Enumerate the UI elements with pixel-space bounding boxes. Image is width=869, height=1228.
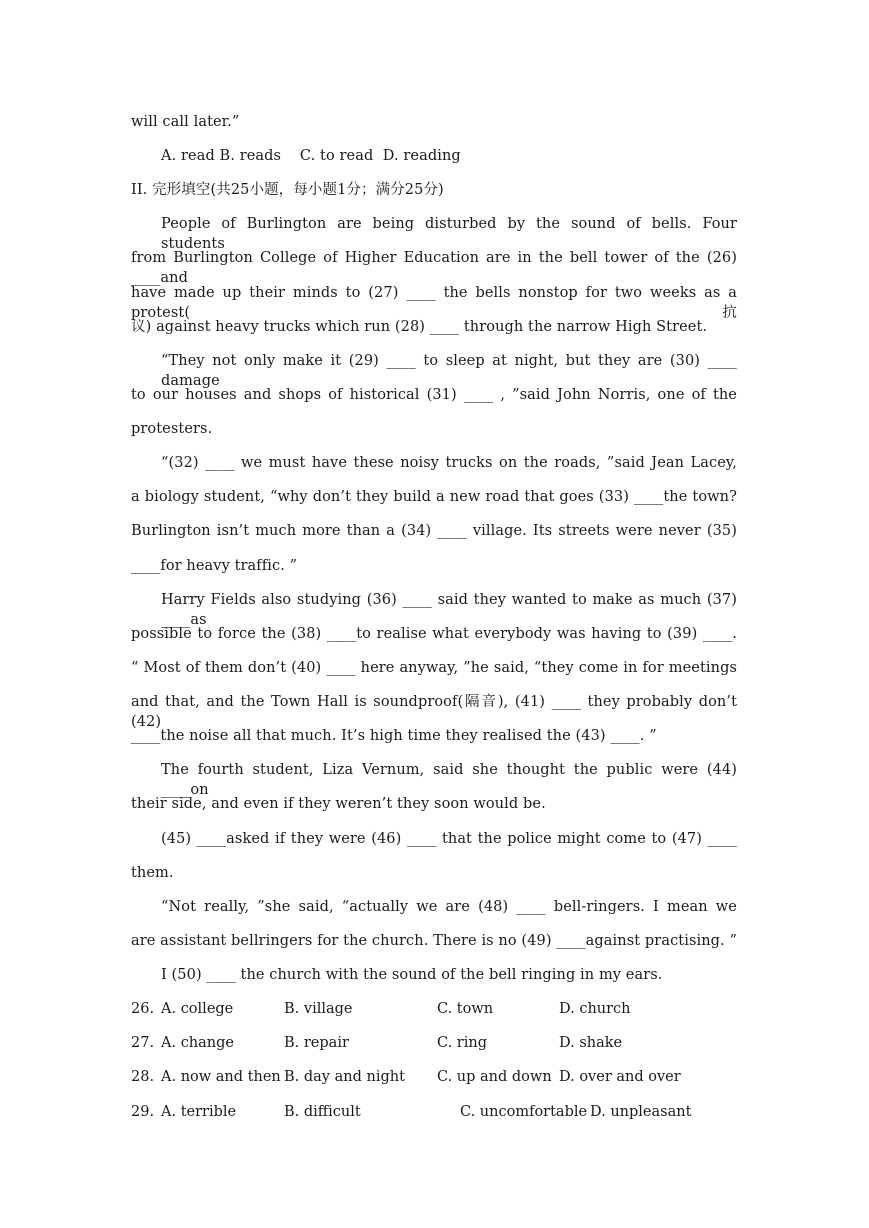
passage-line: have made up their minds to (27) ____ the bells nonstop for two weeks as a protest(抗 — [131, 285, 737, 321]
option-d: D. over and over — [559, 1069, 681, 1085]
passage-line: possible to force the (38) ____to realise what everybody was having to (39) ____. — [131, 626, 737, 642]
passage-line: and that, and the Town Hall is soundproof(隔音), (41) ____ they probably don’t (42) — [131, 694, 737, 730]
passage-line: a biology student, “why don’t they build a new road that goes (33) ____the town? — [131, 489, 737, 505]
passage-line: People of Burlington are being disturbed by the sound of bells. Four students — [161, 216, 737, 252]
passage-line: ____for heavy traffic. ” — [131, 558, 298, 574]
passage-line: ____the noise all that much. It’s high time they realised the (43) ____. ” — [131, 728, 657, 744]
question-number: 27. — [131, 1035, 155, 1051]
option-c: C. uncomfortable — [460, 1104, 588, 1120]
q25-options: A. read B. reads C. to read D. reading — [161, 148, 461, 164]
option-b: B. village — [284, 1001, 353, 1017]
question-number: 28. — [131, 1069, 155, 1085]
passage-line: from Burlington College of Higher Education are in the bell tower of the (26) ____and — [131, 250, 737, 286]
passage-line: “(32) ____ we must have these noisy trucks on the roads, ”said Jean Lacey, — [161, 455, 737, 471]
section-title: II. 完形填空(共25小题，每小题1分；满分25分) — [131, 182, 444, 198]
option-a: A. now and then — [161, 1069, 281, 1085]
option-a: A. terrible — [161, 1104, 237, 1120]
option-c: C. up and down — [437, 1069, 552, 1085]
passage-line: to our houses and shops of historical (31) ____ , ”said John Norris, one of the — [131, 387, 737, 403]
passage-line: their side, and even if they weren’t they soon would be. — [131, 796, 546, 812]
passage-line: protesters. — [131, 421, 213, 437]
passage-line: The fourth student, Liza Vernum, said she thought the public were (44) ____on — [161, 762, 737, 798]
passage-line: “They not only make it (29) ____ to sleep at night, but they are (30) ____ damage — [161, 353, 737, 389]
prev-question-tail: will call later.” — [131, 114, 240, 130]
passage-line: are assistant bellringers for the church. There is no (49) ____against practising. ” — [131, 933, 737, 949]
question-number: 29. — [131, 1104, 155, 1120]
option-a: A. change — [161, 1035, 234, 1051]
passage-line: Harry Fields also studying (36) ____ said they wanted to make as much (37) ____as — [161, 592, 737, 628]
option-d: D. shake — [559, 1035, 623, 1051]
option-b: B. day and night — [284, 1069, 405, 1085]
passage-line: them. — [131, 865, 174, 881]
passage-line: Burlington isn’t much more than a (34) ____ village. Its streets were never (35) — [131, 523, 737, 539]
option-d: D. unpleasant — [590, 1104, 692, 1120]
passage-line: (45) ____asked if they were (46) ____ that the police might come to (47) ____ — [161, 831, 737, 847]
passage-line: 议) against heavy trucks which run (28) ____ through the narrow High Street. — [131, 319, 708, 335]
passage-line: “Not really, ”she said, “actually we are (48) ____ bell-ringers. I mean we — [161, 899, 737, 915]
option-c: C. town — [437, 1001, 494, 1017]
option-a: A. college — [161, 1001, 234, 1017]
question-number: 26. — [131, 1001, 155, 1017]
option-c: C. ring — [437, 1035, 487, 1051]
passage-line: I (50) ____ the church with the sound of the bell ringing in my ears. — [161, 967, 663, 983]
option-b: B. repair — [284, 1035, 349, 1051]
passage-line: “ Most of them don’t (40) ____ here anyway, ”he said, “they come in for meetings — [131, 660, 737, 676]
option-d: D. church — [559, 1001, 631, 1017]
option-b: B. difficult — [284, 1104, 361, 1120]
